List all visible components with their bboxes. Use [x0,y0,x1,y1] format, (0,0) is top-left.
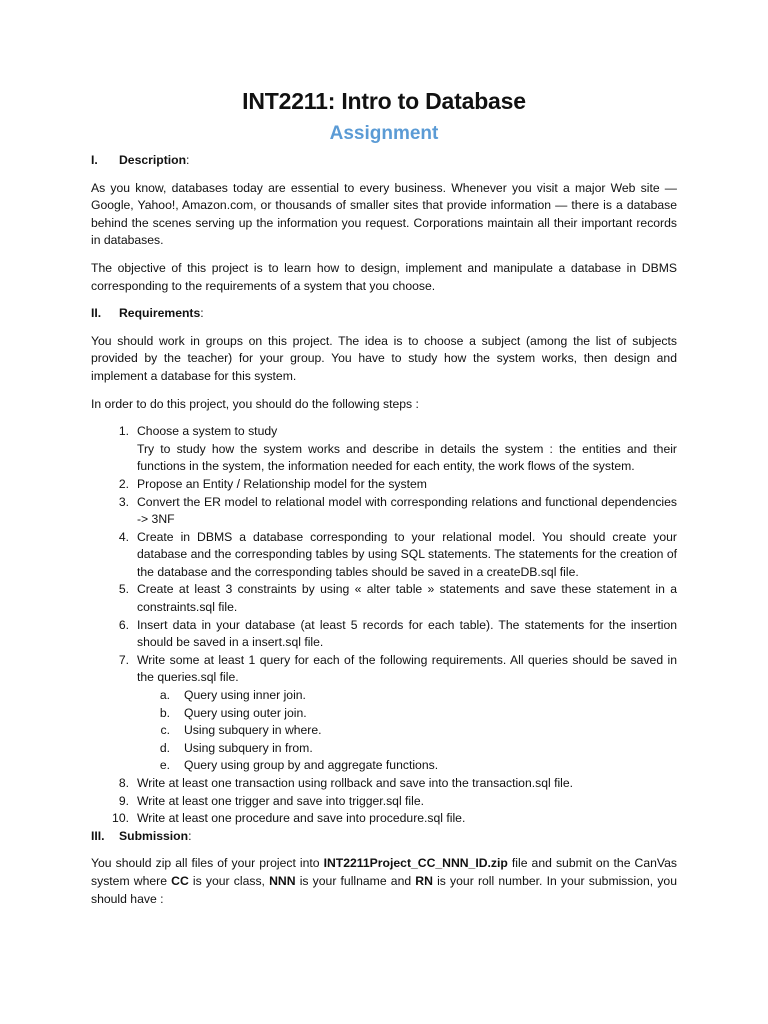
section-colon: : [200,306,204,321]
section-number: III. [91,828,105,843]
list-item-number: 6. [118,617,129,632]
sub-list-item [91,740,677,758]
steps-list [91,423,677,687]
list-item-text: Choose a system to study [137,424,278,439]
class-code: CC [171,873,189,888]
sub-list-item-text: Query using inner join. [184,688,306,703]
sub-list-item-letter: b. [159,705,170,720]
zip-filename: INT2211Project_CC_NNN_ID.zip [323,856,508,871]
document-page [91,86,677,918]
section-submission-heading [91,828,677,846]
list-item [91,652,677,687]
requirements-paragraph-1: You should work in groups on this project. The idea is to choose a subject (among the list of subjects provided by the teacher) for your group. You have to study how the system works, then design and implement a database for this system. [91,333,677,383]
list-item-number: 9. [118,793,129,808]
list-item-text: Insert data in your database (at least 5 records for each table). The statements for the insertion should be saved in a insert.sql file. [137,617,677,650]
requirements-paragraph-2: In order to do this project, you should do the following steps : [91,396,419,411]
section-label: Submission [119,828,189,843]
fullname-code: NNN [269,873,296,888]
list-item [91,529,677,582]
section-label: Description [119,153,187,167]
sub-list-item [91,757,677,775]
substeps-list [91,687,677,775]
sub-list-item-text: Using subquery in from. [184,740,313,755]
list-item-number: 8. [118,776,129,790]
sub-list-item [91,705,677,723]
list-item [91,581,677,616]
section-colon: : [188,828,192,843]
list-item-extra: Try to study how the system works and describe in details the system : the entities and their functions in the system, the information needed for each entity, the work flows of the system. [137,441,677,474]
list-item-number: 10. [112,811,129,826]
sub-list-item-letter: a. [159,688,170,703]
list-item-number: 2. [118,476,129,491]
section-number: II. [91,306,102,321]
list-item [91,476,677,494]
document-subtitle: Assignment [329,123,439,144]
section-requirements-heading [91,305,677,323]
description-paragraph-2: The objective of this project is to learn how to design, implement and manipulate a database in DBMS corresponding to the requirements of a system that you choose. [91,260,677,293]
sub-list-item-text: Query using outer join. [184,705,307,720]
list-item-number: 3. [118,494,129,509]
list-item-text: Write some at least 1 query for each of the following requirements. All queries should be saved in the queries.sql file. [137,652,677,685]
list-item [91,775,677,793]
list-item [91,793,677,811]
submission-paragraph: You should zip all files of your project into INT2211Project_CC_NNN_ID.zip file and submit on the CanVas system where CC is your class, NNN is your fullname and RN is your roll number. In your submission, you should have : [91,856,677,906]
list-item [91,494,677,529]
list-item [91,423,677,476]
list-item-number: 5. [118,582,129,597]
section-description-heading [91,152,677,170]
steps-list-continued [91,775,677,828]
list-item-text: Propose an Entity / Relationship model for the system [137,476,427,491]
section-number: I. [91,153,98,167]
sub-list-item [91,687,677,705]
list-item-number: 1. [118,424,129,439]
list-item-text: Write at least one transaction using rollback and save into the transaction.sql file. [137,776,574,790]
sub-list-item-letter: c. [160,723,170,738]
section-colon: : [186,153,190,167]
list-item-number: 4. [118,529,129,544]
sub-list-item [91,722,677,740]
sub-list-item-text: Using subquery in where. [184,723,322,738]
list-item [91,617,677,652]
list-item-text: Create at least 3 constraints by using « alter table » statements and save these statement in a constraints.sql file. [137,582,677,615]
list-item-text: Create in DBMS a database corresponding to your relational model. You should create your database and the corresponding tables by using SQL statements. The statements for the creation of the database and the corresponding tables should be saved in a createDB.sql file. [137,529,677,579]
section-label: Requirements [119,306,201,321]
list-item-number: 7. [118,652,129,667]
list-item-text: Write at least one trigger and save into trigger.sql file. [137,793,425,808]
sub-list-item-letter: e. [159,758,170,773]
roll-number-code: RN [415,873,433,888]
sub-list-item-letter: d. [159,740,170,755]
sub-list-item-text: Query using group by and aggregate functions. [184,758,439,773]
list-item-text: Write at least one procedure and save into procedure.sql file. [137,811,466,826]
description-paragraph-1: As you know, databases today are essential to every business. Whenever you visit a major Web site — Google, Yahoo!, Amazon.com, or thousands of smaller sites that provide information — there is a database behind the scenes serving up the information you request. Corporations maintain all their important records in databases. [91,180,677,248]
list-item-text: Convert the ER model to relational model with corresponding relations and functional dependencies -> 3NF [137,494,677,527]
list-item [91,810,677,828]
document-title: INT2211: Intro to Database [242,88,526,114]
